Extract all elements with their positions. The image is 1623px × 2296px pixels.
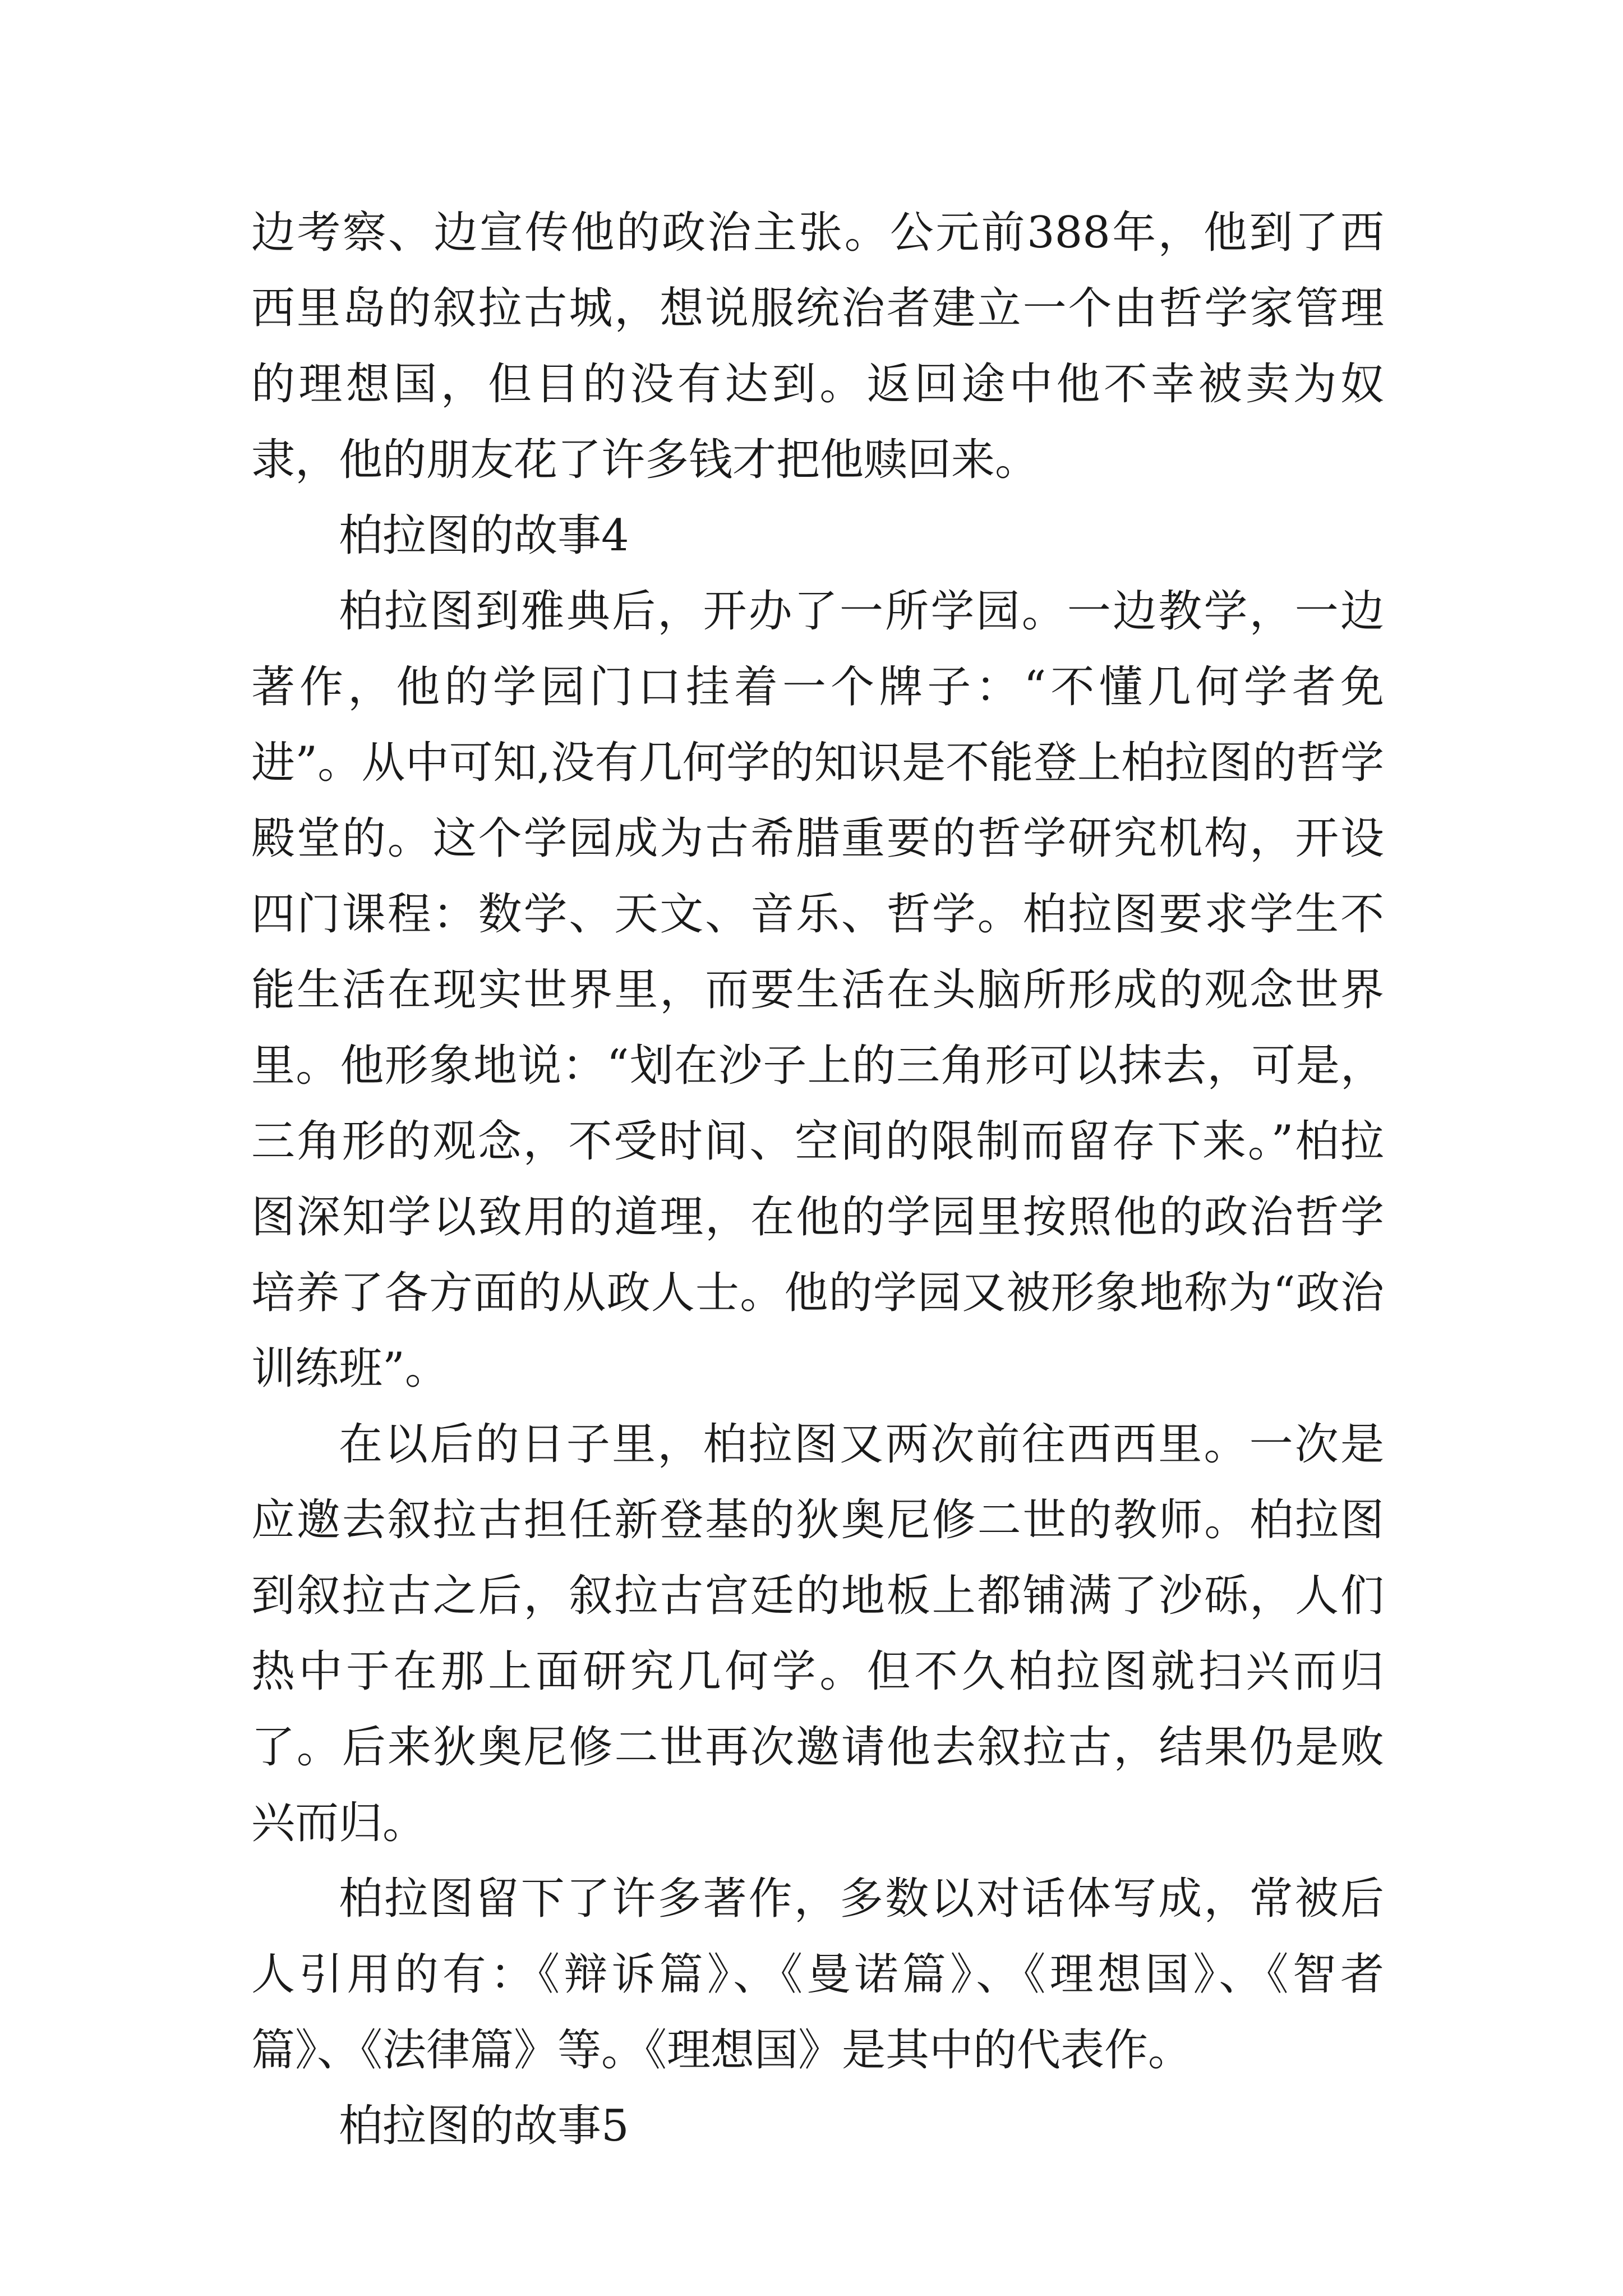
paragraph: 柏拉图到雅典后，开办了一所学园。一边教学，一边著作，他的学园门口挂着一个牌子：“不懂几何学者免进”。从中可知,没有几何学的知识是不能登上柏拉图的哲学殿堂的。这个学园成为古希腊重要的哲学研究机构，开设四门课程：数学、天文、音乐、哲学。柏拉图要求学生不能生活在现实世界里，而要生活在头脑所形成的观念世界里。他形象地说：“划在沙子上的三角形可以抹去，可是，三角形的观念，不受时间、空间的限制而留存下来。”柏拉图深知学以致用的道理，在他的学园里按照他的政治哲学培养了各方面的从政人士。他的学园又被形象地称为“政治训练班”。 xyxy=(251,586,1384,1394)
paragraph: 柏拉图留下了许多著作，多数以对话体写成，常被后人引用的有：《辩诉篇》、《曼诺篇》、《理想国》、《智者篇》、《法律篇》等。《理想国》是其中的代表作。 xyxy=(251,1874,1384,2076)
document-body xyxy=(251,195,1384,2164)
section-heading-4: 柏拉图的故事4 xyxy=(339,510,629,561)
paragraph-continued: 边考察、边宣传他的政治主张。公元前388年，他到了西西里岛的叙拉古城，想说服统治者建立一个由哲学家管理的理想国，但目的没有达到。返回途中他不幸被卖为奴隶，他的朋友花了许多钱才把他赎回来。 xyxy=(251,208,1384,485)
paragraph: 在以后的日子里，柏拉图又两次前往西西里。一次是应邀去叙拉古担任新登基的狄奥尼修二世的教师。柏拉图到叙拉古之后，叙拉古宫廷的地板上都铺满了沙砾，人们热中于在那上面研究几何学。但不久柏拉图就扫兴而归了。后来狄奥尼修二世再次邀请他去叙拉古，结果仍是败兴而归。 xyxy=(251,1419,1384,1848)
section-heading-5: 柏拉图的故事5 xyxy=(339,2101,629,2151)
